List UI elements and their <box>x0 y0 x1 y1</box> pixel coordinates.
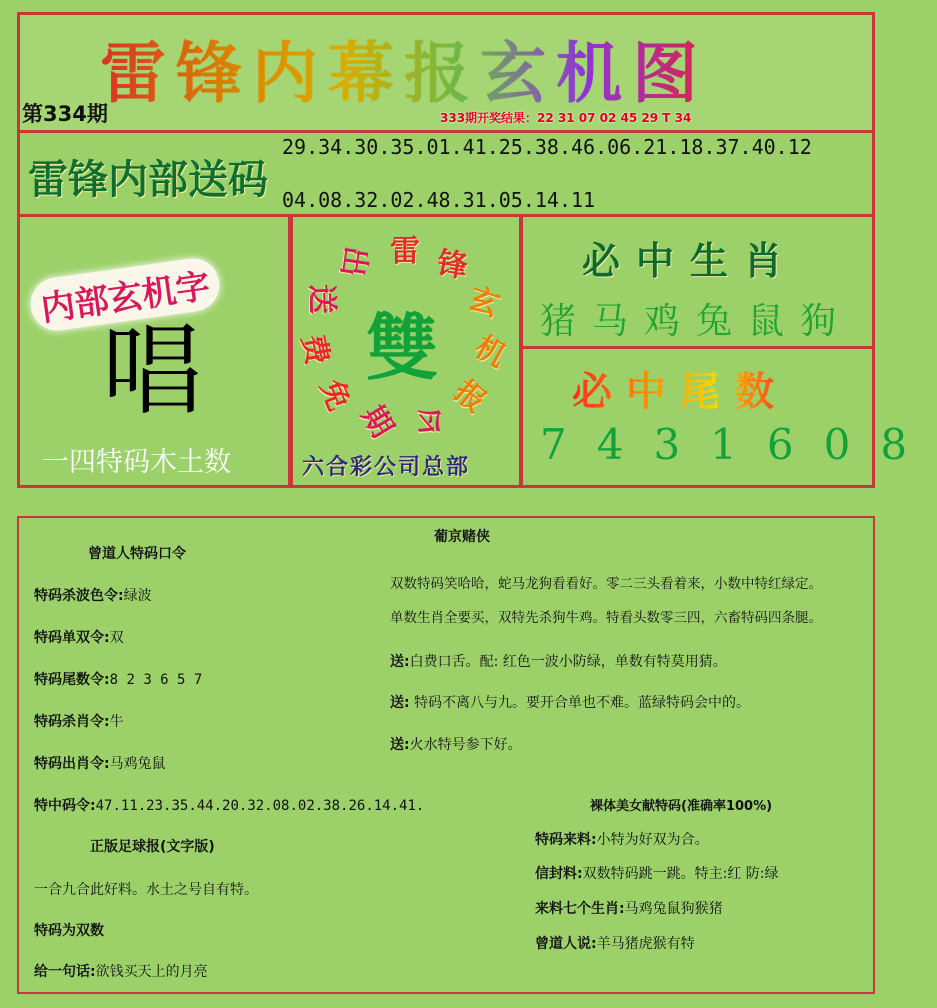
pujing-title: 葡京赌侠 <box>434 529 490 545</box>
zodiac-values: 猪马鸡兔鼠狗 <box>540 301 853 342</box>
song-label-3: 送: <box>390 737 410 753</box>
secret-word: 唱 <box>102 312 202 429</box>
song-line-1 <box>390 651 727 671</box>
ring-character: 免 <box>313 374 357 416</box>
poem-line-2: 单数生肖全要买，双特先杀狗牛鸡。特看头数零三四，六畜特码四条腿。 <box>390 610 822 626</box>
zeng-item <box>34 669 202 689</box>
ring-character: 锋 <box>434 245 470 286</box>
numbers-label: 雷锋内部送码 <box>28 156 268 203</box>
secret-word-subtitle: 一四特码木土数 <box>42 447 231 478</box>
song-label-1: 送: <box>390 654 410 670</box>
ring-character: 送 <box>303 284 340 316</box>
song-label-2: 送: <box>390 695 410 711</box>
issue-number: 第334期 <box>22 102 108 126</box>
zeng-item-label: 特中码令: <box>34 798 96 814</box>
zeng-item-value: 8 2 3 6 5 7 <box>109 672 203 688</box>
beauty-item-label: 特码来料: <box>535 832 597 848</box>
zeng-item <box>34 627 124 647</box>
song-line-2 <box>390 692 750 712</box>
center-footer: 六合彩公司总部 <box>302 454 471 480</box>
football-tema: 特码为双数 <box>34 923 104 939</box>
zeng-item-label: 特码杀波色令: <box>34 588 124 604</box>
zeng-item-label: 特码单双令: <box>34 630 110 646</box>
zeng-item-value: 绿波 <box>123 588 152 604</box>
beauty-item <box>535 898 723 918</box>
ring-character: 玄 <box>463 281 504 325</box>
zeng-item <box>34 795 424 815</box>
football-line: 一合九合此好料。水土之号自有特。 <box>34 882 258 898</box>
page-title: 雷锋内幕报玄机图 <box>100 20 708 115</box>
beauty-item <box>535 863 779 883</box>
beauty-item <box>535 933 695 953</box>
poem-line-1: 双数特码笑哈哈，蛇马龙狗看看好。零二三头看着来，小数中特红绿定。 <box>390 576 822 592</box>
zodiac-label: 必中生肖 <box>582 238 799 283</box>
beauty-title: 裸体美女献特码(准确率100%) <box>590 799 773 814</box>
football-saying-label: 给一句话: <box>34 964 96 980</box>
zeng-item-label: 特码尾数令: <box>34 672 110 688</box>
song-value-1: 白费口舌。配: 红色一波小防绿，单数有特莫用猜。 <box>409 654 727 670</box>
zeng-item-value: 双 <box>109 630 124 646</box>
numbers-line-2: 04.08.32.02.48.31.05.14.11 <box>282 188 596 212</box>
song-value-2: 特码不离八与九。要开合单也不难。蓝绿特码会中的。 <box>409 695 751 711</box>
ring-character: 期 <box>354 400 400 445</box>
ring-character: 出 <box>334 244 374 279</box>
beauty-item-value: 羊马猪虎猴有特 <box>596 936 695 952</box>
beauty-item-label: 信封料: <box>535 866 583 882</box>
ring-character: 今 <box>404 399 451 446</box>
ring-character: 费 <box>294 331 335 368</box>
football-saying-value: 欲钱买天上的月亮 <box>95 964 208 980</box>
numbers-line-1: 29.34.30.35.01.41.25.38.46.06.21.18.37.40.12 <box>282 135 812 159</box>
beauty-item-value: 马鸡兔鼠狗猴猪 <box>624 901 723 917</box>
song-line-3 <box>390 734 522 754</box>
secret-word-label: 内部玄机字 <box>27 255 223 334</box>
beauty-item-value: 小特为好双为合。 <box>596 832 709 848</box>
tail-number-digits: 7431608 <box>540 420 937 469</box>
zeng-title: 曾道人特码口令 <box>88 546 186 562</box>
football-title: 正版足球报(文字版) <box>90 839 215 855</box>
zeng-item <box>34 753 166 773</box>
zeng-item-value: 牛 <box>109 714 124 730</box>
zeng-item <box>34 585 152 605</box>
zeng-item <box>34 711 124 731</box>
song-value-3: 火水特号参下好。 <box>409 737 522 753</box>
zeng-item-label: 特码出肖令: <box>34 756 110 772</box>
ring-character: 机 <box>468 328 513 375</box>
football-saying <box>34 961 208 981</box>
previous-result: 333期开奖结果：22 31 07 02 45 29 T 34 <box>440 111 692 125</box>
zeng-item-value: 47.11.23.35.44.20.32.08.02.38.26.14.41. <box>95 798 425 814</box>
zeng-item-value: 马鸡兔鼠 <box>109 756 166 772</box>
tail-number-label: 必中尾数 <box>572 360 788 417</box>
beauty-item-value: 双数特码跳一跳。特主:红 防:绿 <box>582 866 779 882</box>
ring-character: 报 <box>446 373 492 420</box>
zeng-item-label: 特码杀肖令: <box>34 714 110 730</box>
beauty-item-label: 曾道人说: <box>535 936 597 952</box>
ring-character: 雷 <box>390 234 420 269</box>
beauty-item-label: 来料七个生肖: <box>535 901 625 917</box>
beauty-item <box>535 829 709 849</box>
center-character: 雙 <box>366 306 439 390</box>
